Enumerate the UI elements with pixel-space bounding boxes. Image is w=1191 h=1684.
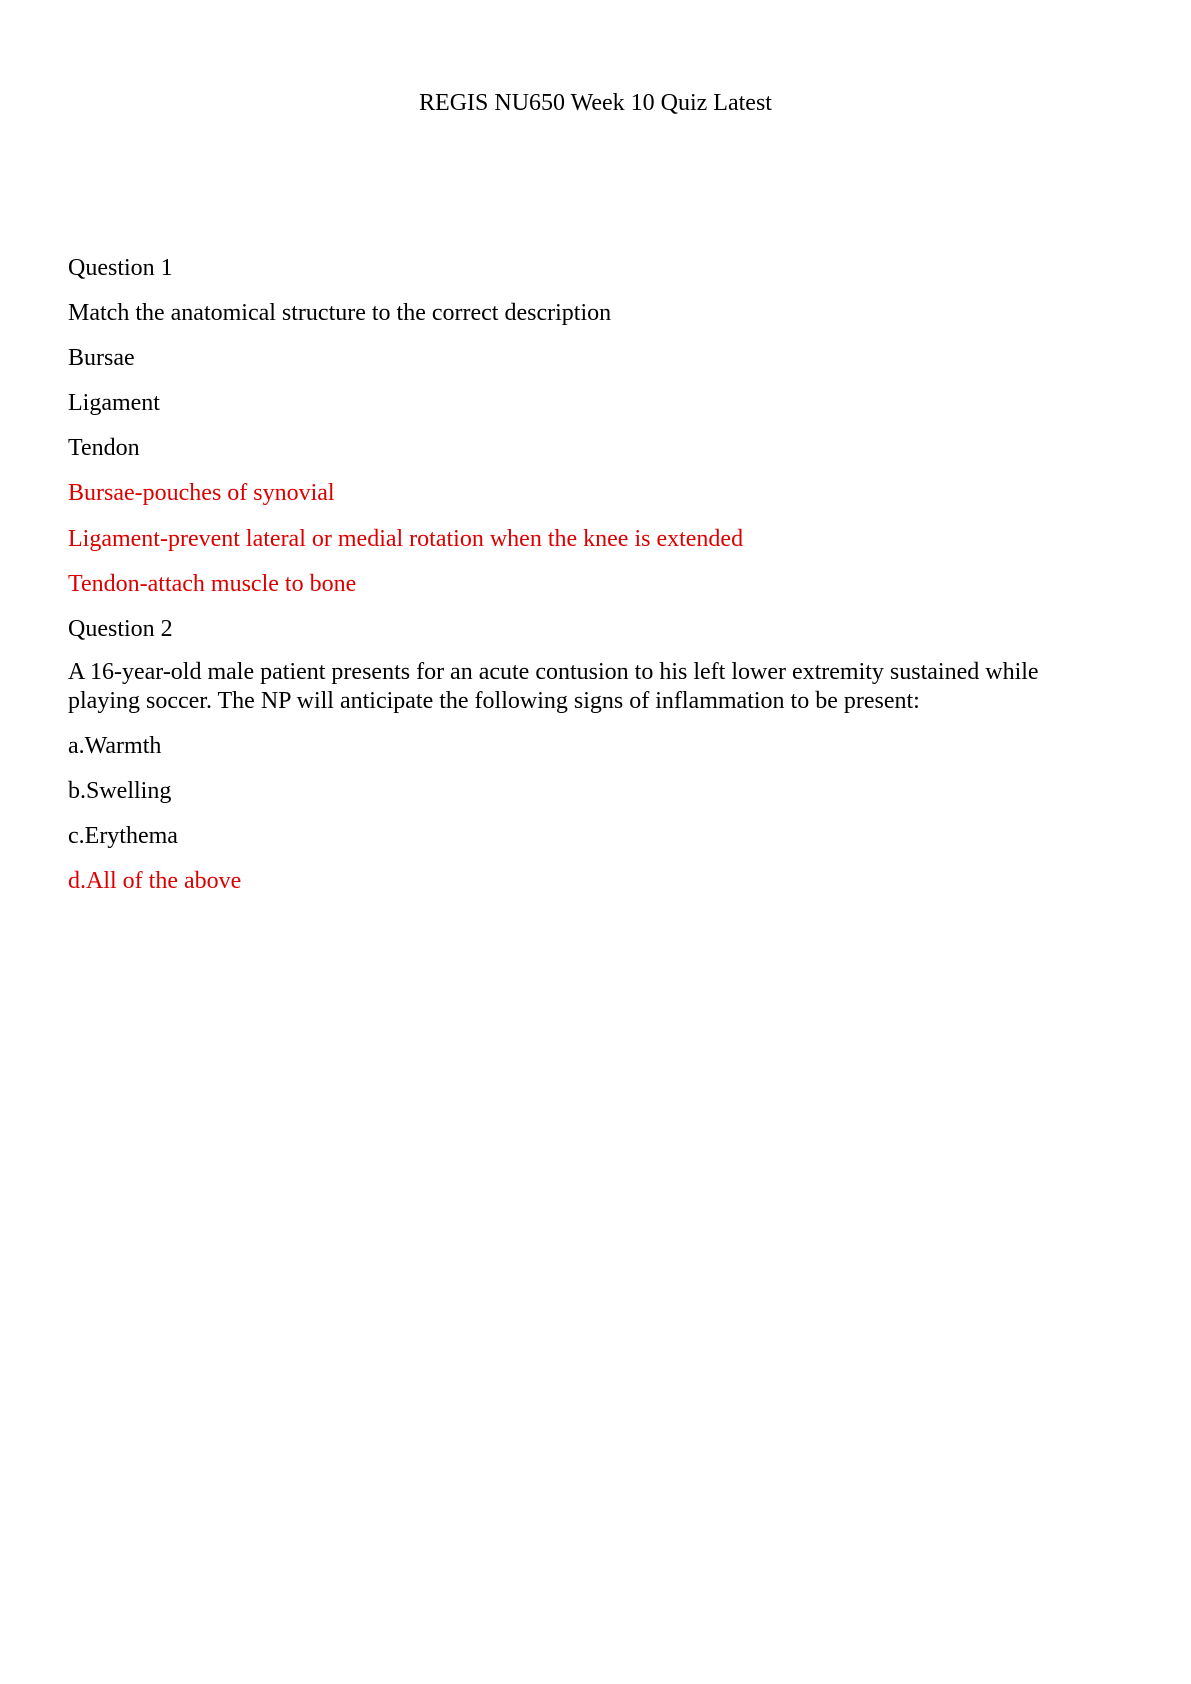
question-2-option-a: a.Warmth bbox=[68, 733, 162, 759]
question-1-item-ligament: Ligament bbox=[68, 390, 160, 416]
question-1-item-tendon: Tendon bbox=[68, 435, 140, 461]
question-2-answer-d: d.All of the above bbox=[68, 868, 242, 894]
question-1-answer-ligament: Ligament-prevent lateral or medial rotation when the knee is extended bbox=[68, 526, 744, 552]
question-2-heading: Question 2 bbox=[68, 616, 173, 642]
question-1-answer-bursae: Bursae-pouches of synovial bbox=[68, 480, 335, 506]
question-1-item-bursae: Bursae bbox=[68, 345, 135, 371]
question-2-prompt-line-1: A 16-year-old male patient presents for an acute contusion to his left lower extremity sustained while bbox=[68, 659, 1039, 685]
question-1-answer-tendon: Tendon-attach muscle to bone bbox=[68, 571, 357, 597]
question-1-heading: Question 1 bbox=[68, 255, 173, 281]
document-title: REGIS NU650 Week 10 Quiz Latest bbox=[419, 90, 772, 116]
question-2-prompt bbox=[68, 658, 1128, 716]
question-2-option-b: b.Swelling bbox=[68, 778, 172, 804]
question-1-prompt: Match the anatomical structure to the correct description bbox=[68, 300, 612, 326]
question-2-prompt-line-2: playing soccer. The NP will anticipate the following signs of inflammation to be present: bbox=[68, 688, 920, 714]
question-2-option-c: c.Erythema bbox=[68, 823, 178, 849]
